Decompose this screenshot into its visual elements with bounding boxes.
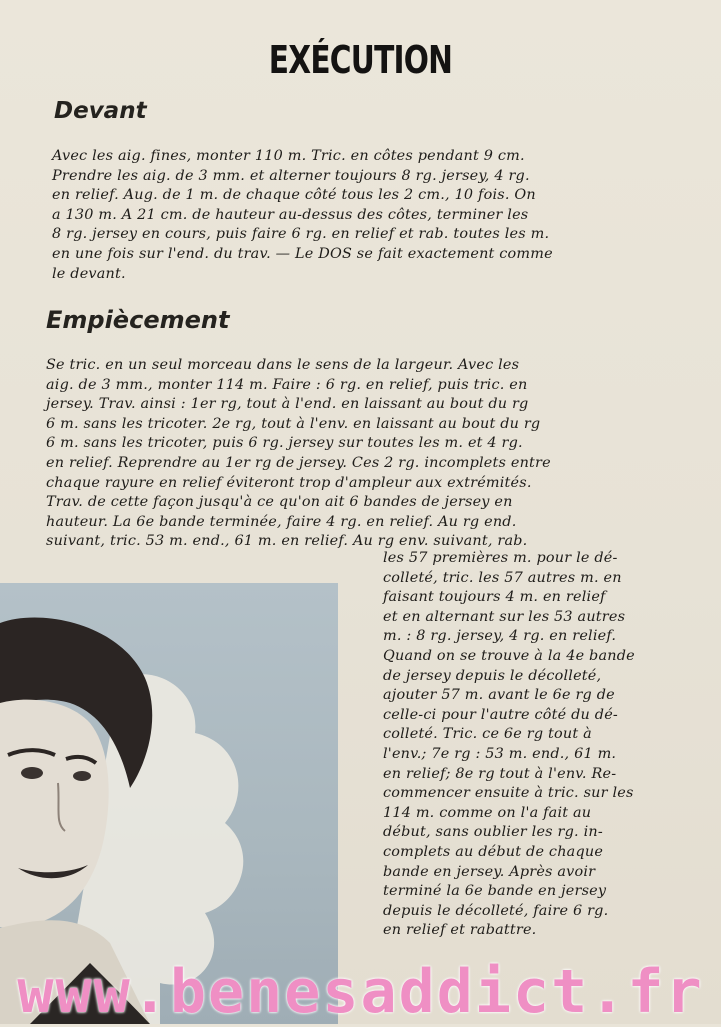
text-line: en relief et rabattre. [383, 922, 537, 939]
text-line: colleté. Tric. ce 6e rg tout à [383, 726, 592, 743]
text-line: bande en jersey. Après avoir [383, 863, 596, 880]
text-line: en relief. Aug. de 1 m. de chaque côté tous les 2 cm., 10 fois. On [52, 187, 536, 204]
text-line: Trav. de cette façon jusqu'à ce qu'on ait 6 bandes de jersey en [46, 494, 513, 511]
text-line: le devant. [52, 265, 126, 282]
text-line: 8 rg. jersey en cours, puis faire 6 rg. en relief et rab. toutes les m. [52, 226, 550, 243]
text-line: 6 m. sans les tricoter. 2e rg, tout à l'env. en laissant au bout du rg [46, 415, 541, 432]
text-line: de jersey depuis le décolleté, [383, 667, 602, 684]
text-line: Avec les aig. fines, monter 110 m. Tric. en côtes pendant 9 cm. [52, 148, 525, 164]
text-line: hauteur. La 6e bande terminée, faire 4 rg. en relief. Au rg end. [46, 513, 517, 530]
watermark-text: www.benesaddict.fr [17, 957, 704, 1027]
text-line: terminé la 6e bande en jersey [383, 883, 607, 900]
text-line: colleté, tric. les 57 autres m. en [383, 569, 622, 586]
paragraph-empiecement-column [383, 549, 688, 941]
text-line: faisant toujours 4 m. en relief [383, 589, 606, 606]
text-line: m. : 8 rg. jersey, 4 rg. en relief. [383, 628, 617, 645]
text-line: début, sans oublier les rg. in- [383, 824, 603, 841]
text-line: en relief; 8e rg tout à l'env. Re- [383, 765, 617, 782]
text-line: en une fois sur l'end. du trav. — Le DOS se fait exactement comme [52, 245, 553, 262]
text-line: suivant, tric. 53 m. end., 61 m. en relief. Au rg env. suivant, rab. [46, 533, 528, 550]
section-heading-devant: Devant [54, 98, 147, 124]
section-heading-empiecement: Empiècement [46, 306, 230, 334]
paragraph-empiecement [46, 356, 686, 552]
text-line: aig. de 3 mm., monter 114 m. Faire : 6 rg. en relief, puis tric. en [46, 376, 528, 393]
text-line: jersey. Trav. ainsi : 1er rg, tout à l'end. en laissant au bout du rg [46, 396, 529, 413]
text-line: commencer ensuite à tric. sur les [383, 785, 634, 802]
page-title: EXÉCUTION [268, 38, 453, 82]
text-line: l'env.; 7e rg : 53 m. end., 61 m. [383, 745, 617, 762]
text-line: chaque rayure en relief éviteront trop d'ampleur aux extrémités. [46, 474, 532, 491]
text-line: en relief. Reprendre au 1er rg de jersey. Ces 2 rg. incomplets entre [46, 454, 551, 471]
text-line: ajouter 57 m. avant le 6e rg de [383, 687, 615, 704]
text-line: 6 m. sans les tricoter, puis 6 rg. jersey sur toutes les m. et 4 rg. [46, 435, 523, 452]
text-line: Se tric. en un seul morceau dans le sens de la largeur. Avec les [46, 357, 520, 373]
text-line: et en alternant sur les 53 autres [383, 608, 626, 625]
text-line: celle-ci pour l'autre côté du dé- [383, 706, 618, 723]
text-line: complets au début de chaque [383, 843, 604, 860]
text-line: a 130 m. A 21 cm. de hauteur au-dessus des côtes, terminer les [52, 206, 529, 223]
model-eye [21, 767, 43, 779]
model-eye [73, 771, 91, 781]
text-line: Quand on se trouve à la 4e bande [383, 647, 635, 664]
paragraph-devant [52, 147, 682, 284]
text-line: depuis le décolleté, faire 6 rg. [383, 902, 609, 919]
text-line: 114 m. comme on l'a fait au [383, 804, 592, 821]
text-line: Prendre les aig. de 3 mm. et alterner toujours 8 rg. jersey, 4 rg. [52, 167, 530, 184]
text-line: les 57 premières m. pour le dé- [383, 550, 618, 566]
